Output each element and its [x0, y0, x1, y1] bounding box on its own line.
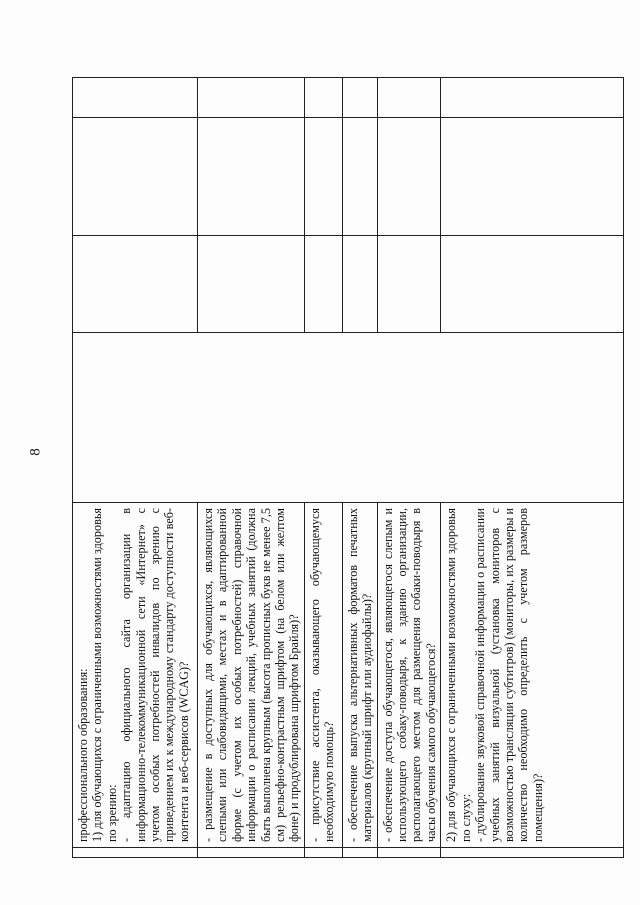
- question-cell: [198, 503, 305, 848]
- answer-cell: [304, 236, 342, 333]
- answer-cell: [73, 236, 198, 333]
- answer-cell: [198, 78, 305, 118]
- table-row: [73, 78, 198, 858]
- answer-cell: [304, 78, 342, 118]
- page-number: 8: [27, 448, 44, 456]
- answer-cell: [441, 118, 624, 236]
- margin-cell: [342, 848, 377, 858]
- answer-cell: [304, 118, 342, 236]
- accessibility-requirements-table: [72, 77, 624, 858]
- margin-cell: [198, 848, 305, 858]
- answer-cell: [377, 78, 441, 118]
- margin-cell: [73, 848, 198, 858]
- answer-cell: [441, 236, 624, 333]
- question-text: профессионального образования:: [76, 668, 90, 842]
- answer-cell: [73, 118, 198, 236]
- question-text: - присутствие ассистента, оказывающего обучающемуся необходимую помощь?: [307, 508, 337, 842]
- question-text: 2) для обучающихся с ограниченными возможностями здоровья по слуху:: [444, 508, 473, 842]
- answer-cell: [377, 236, 441, 333]
- answer-cell: [73, 78, 198, 118]
- question-cell: [304, 503, 342, 848]
- question-text: - размещение в доступных для обучающихся, являющихся слепыми или слабовидящими, местах и в адаптированной форме (с учетом их особых потребностей) справочной информации о расписании лекций, учебных занятий (должна быть выполнена крупным (высота прописных букв не менее 7,5 см) рельефно-контрастным шрифтом (на белом или желтом фоне) и продублирована шрифтом Брайля)?: [201, 508, 302, 842]
- answer-cell: [198, 236, 305, 333]
- question-cell: [73, 503, 198, 848]
- answer-cell: [198, 118, 305, 236]
- question-cell: [377, 503, 441, 848]
- answer-cell: [73, 333, 624, 503]
- margin-cell: [377, 848, 441, 858]
- question-text: - обеспечение выпуска альтернативных форматов печатных материалов (крупный шрифт или аудиофайлы)?: [345, 508, 375, 842]
- margin-cell: [441, 848, 624, 858]
- question-text: - обеспечение доступа обучающегося, являющегося слепым и использующего собаку-поводыря, к зданию организации, располагающего местом для размещения собаки-поводыря в часы обучения самого обучающегося?: [380, 508, 438, 842]
- question-text: 1) для обучающихся с ограниченными возможностями здоровья по зрению:: [90, 508, 119, 842]
- question-cell: [342, 503, 377, 848]
- rotated-table-wrapper: [72, 78, 597, 858]
- answer-cell: [441, 78, 624, 118]
- answer-cell: [342, 118, 377, 236]
- answer-cell: [342, 78, 377, 118]
- answer-cell: [377, 118, 441, 236]
- answer-cell: [342, 236, 377, 333]
- question-text: - дублирование звуковой справочной информации о расписании учебных занятий визуальной (установка мониторов с возможностью трансляции субтитров) (мониторы, их размеры и количество необходимо определить с учетом размеров помещения)?: [473, 508, 545, 842]
- question-cell: [441, 503, 624, 848]
- question-text: - адаптацию официального сайта организации в информационно-телекоммуникационной сети «Интернет» с учетом особых потребностей инвалидов по зрению с приведением их к международному стандарту доступности веб-контента и веб-сервисов (WCAG)?: [119, 508, 191, 842]
- margin-cell: [304, 848, 342, 858]
